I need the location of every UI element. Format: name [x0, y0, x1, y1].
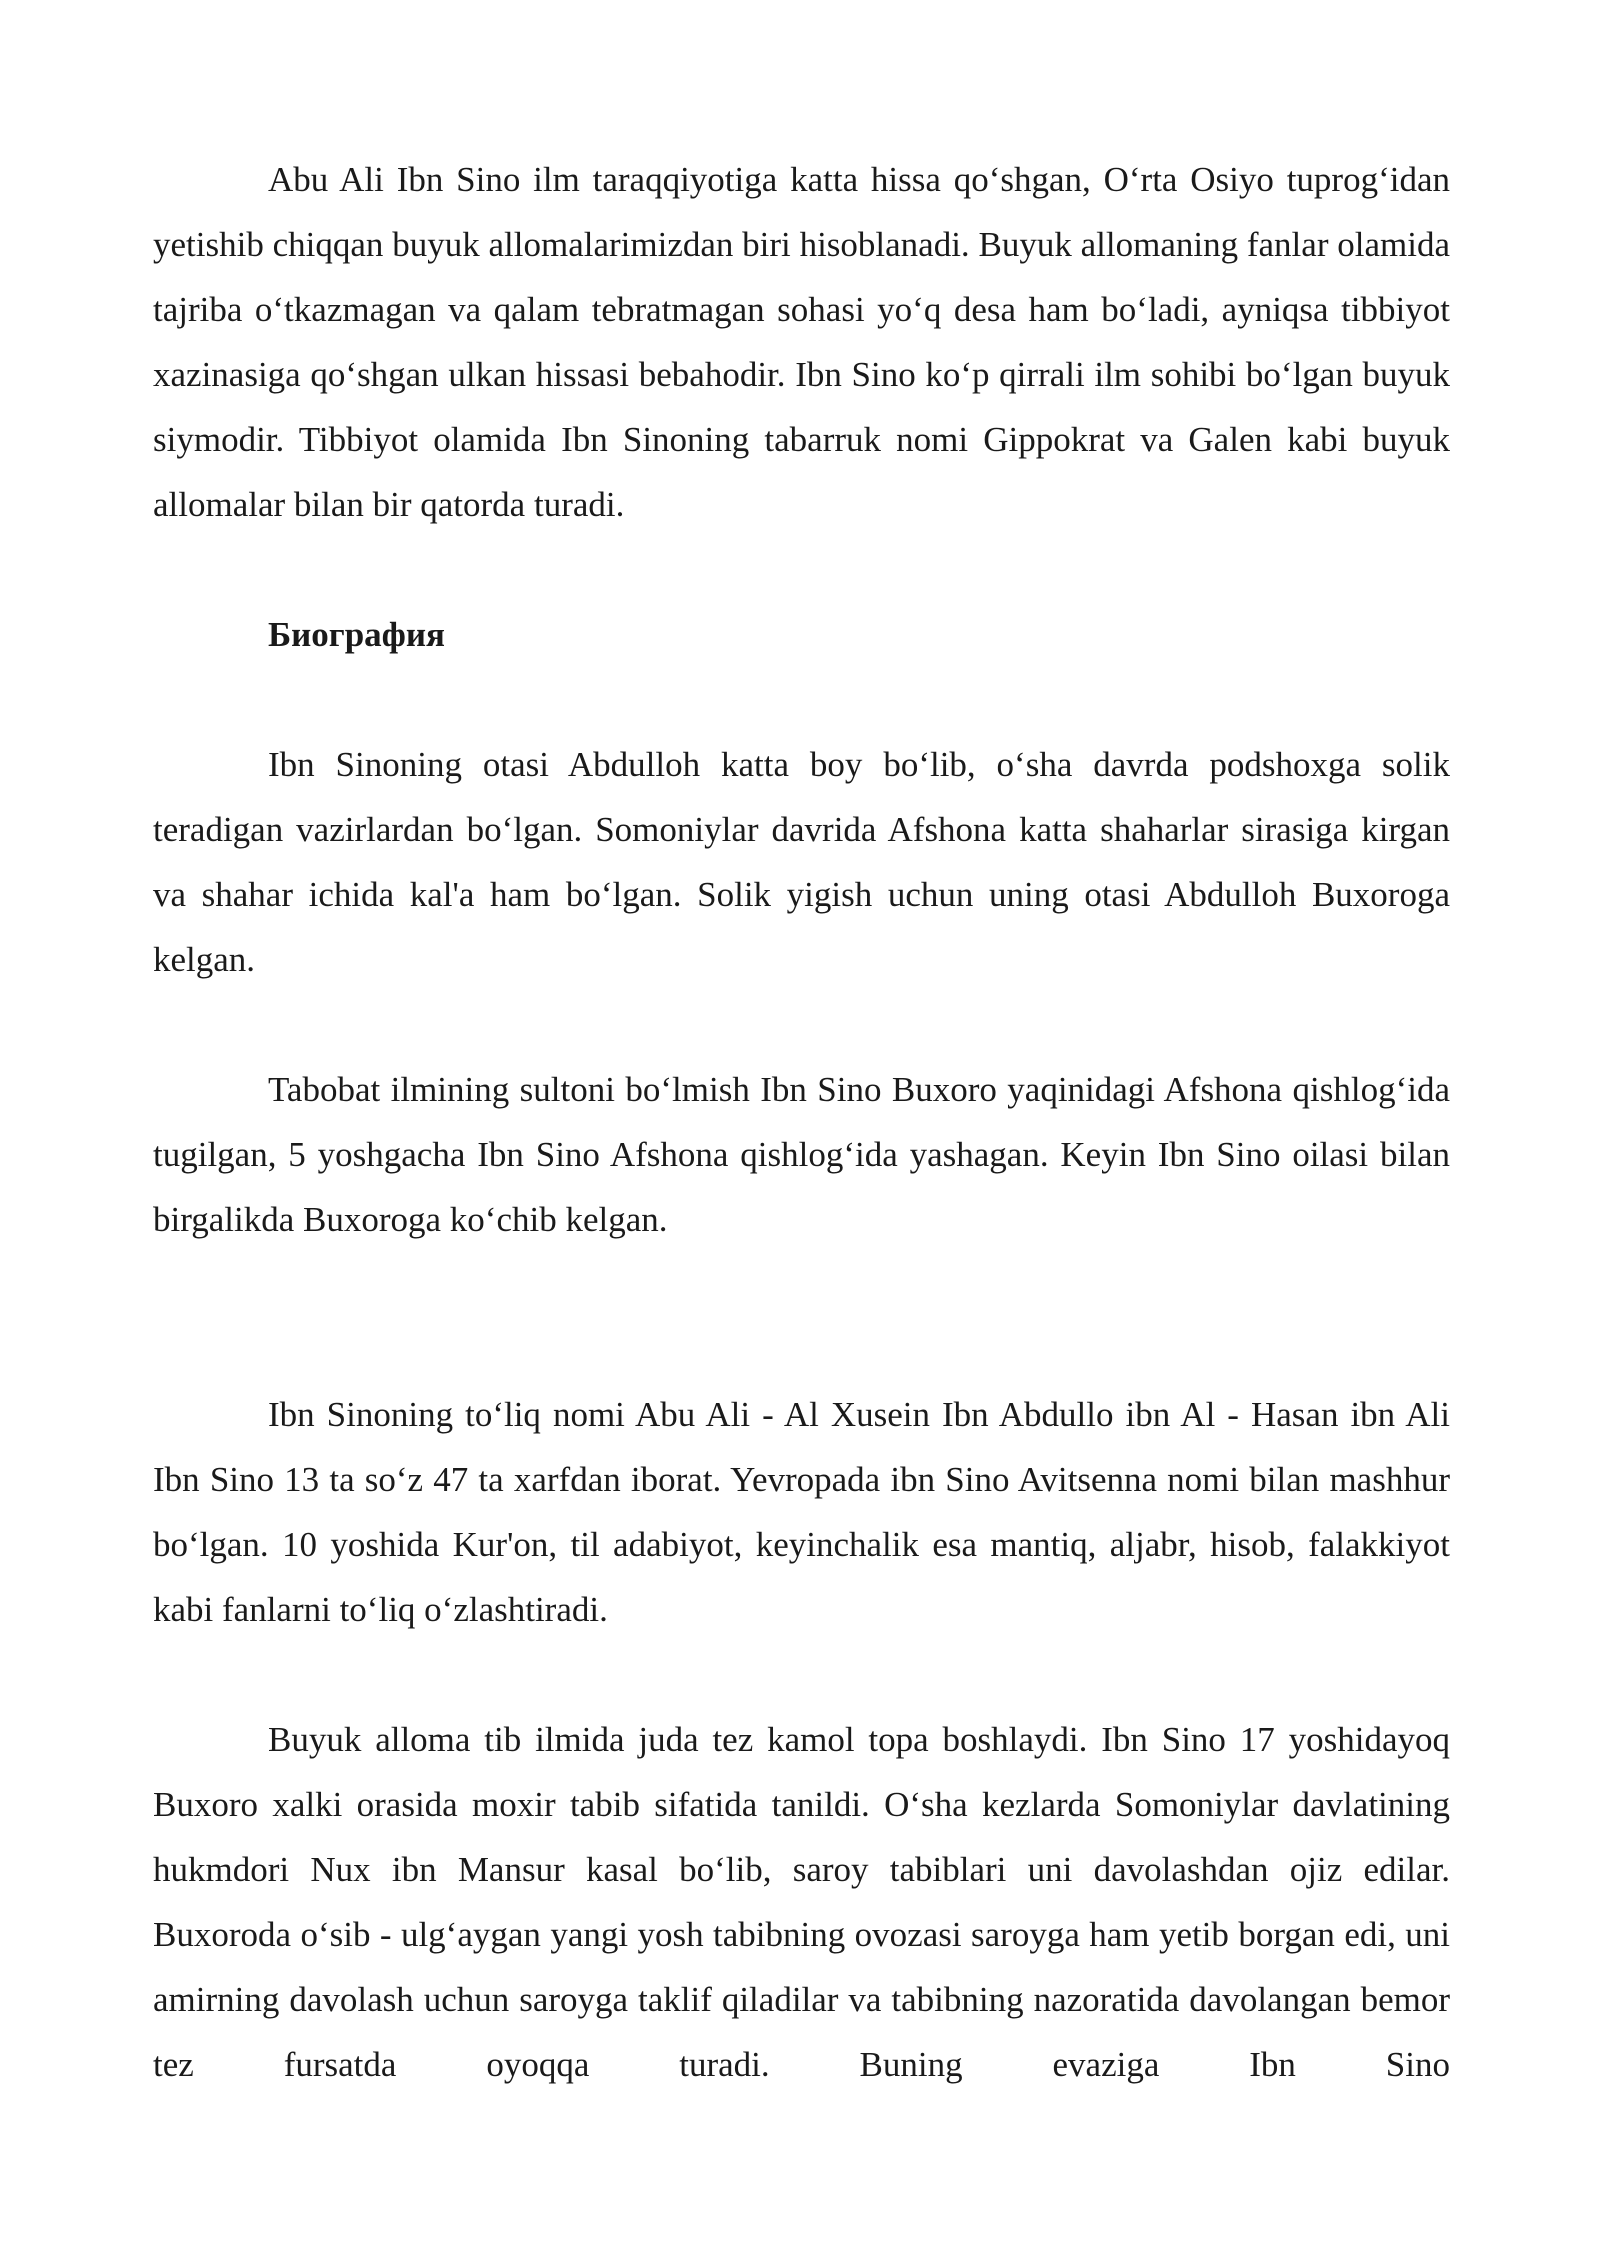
section-heading: Биография [268, 615, 445, 654]
paragraph-gap [153, 992, 1450, 1057]
paragraph-medicine: Buyuk alloma tib ilmida juda tez kamol topa boshlaydi. Ibn Sino 17 yoshidayoq Buxoro xalki orasida moxir tabib sifatida tanildi. O‘sha kezlarda Somoniylar davlatining hukmdori Nux ibn Mansur kasal bo‘lib, saroy tabiblari uni davolashdan ojiz edilar. Buxoroda o‘sib - ulg‘aygan yangi yosh tabibning ovozasi saroyga ham yetib borgan edi, uni amirning davolash uchun saroyga taklif qiladilar va tabibning nazoratida davolangan bemor tez fursatda oyoqqa turadi. Buning evaziga Ibn Sino [153, 1720, 1450, 2084]
paragraph-gap [153, 1252, 1450, 1382]
paragraph-gap [153, 1642, 1450, 1707]
text-column [153, 147, 1450, 2097]
paragraph-birthplace: Tabobat ilmining sultoni bo‘lmish Ibn Sino Buxoro yaqinidagi Afshona qishlog‘ida tugilgan, 5 yoshgacha Ibn Sino Afshona qishlog‘ida yashagan. Keyin Ibn Sino oilasi bilan birgalikda Buxoroga ko‘chib kelgan. [153, 1070, 1450, 1239]
paragraph-gap [153, 667, 1450, 732]
paragraph-gap [153, 537, 1450, 602]
intro-paragraph: Abu Ali Ibn Sino ilm taraqqiyotiga katta hissa qo‘shgan, O‘rta Osiyo tuprog‘idan yetishib chiqqan buyuk allomalarimizdan biri hisoblanadi. Buyuk allomaning fanlar olamida tajriba o‘tkazmagan va qalam tebratmagan sohasi yo‘q desa ham bo‘ladi, ayniqsa tibbiyot xazinasiga qo‘shgan ulkan hissasi bebahodir. Ibn Sino ko‘p qirrali ilm sohibi bo‘lgan buyuk siymodir. Tibbiyot olamida Ibn Sinoning tabarruk nomi Gippokrat va Galen kabi buyuk allomalar bilan bir qatorda turadi. [153, 160, 1450, 524]
paragraph-father: Ibn Sinoning otasi Abdulloh katta boy bo‘lib, o‘sha davrda podshoxga solik teradigan vazirlardan bo‘lgan. Somoniylar davrida Afshona katta shaharlar sirasiga kirgan va shahar ichida kal'a ham bo‘lgan. Solik yigish uchun uning otasi Abdulloh Buxoroga kelgan. [153, 745, 1450, 979]
paragraph-full-name: Ibn Sinoning to‘liq nomi Abu Ali - Al Xusein Ibn Abdullo ibn Al - Hasan ibn Ali Ibn Sino 13 ta so‘z 47 ta xarfdan iborat. Yevropada ibn Sino Avitsenna nomi bilan mashhur bo‘lgan. 10 yoshida Kur'on, til adabiyot, keyinchalik esa mantiq, aljabr, hisob, falakkiyot kabi fanlarni to‘liq o‘zlashtiradi. [153, 1395, 1450, 1629]
